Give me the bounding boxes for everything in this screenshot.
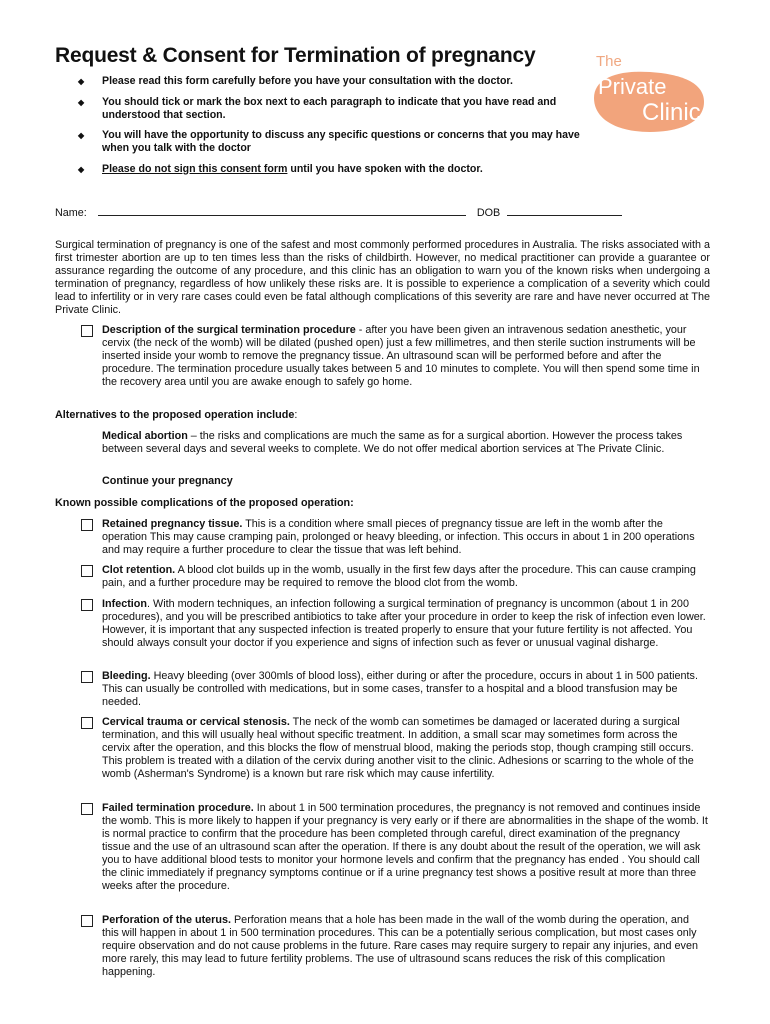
name-label: Name: xyxy=(55,207,87,219)
complication-checkbox[interactable] xyxy=(81,671,93,683)
complication-item: Failed termination procedure. In about 1 in 500 termination procedures, the pregnancy is not removed and continues inside the womb. This is more likely to happen if your pregnancy is very early or if there are abnormalities in the shape of the womb. It is normal practice to confirm that the procedure has been completed through careful, direct examination of the pregnancy tissue and the use of an ultrasound scan after the operation. If there is any doubt about the result of the operation, we will ask you to have additional blood tests to monitor your hormone levels and confirm that the pregnancy has ended . You should call the clinic immediately if pregnancy symptoms continue or if a urine pregnancy test shows a positive result at more than three weeks after the procedure. xyxy=(102,802,708,892)
complication-item: Infection. With modern techniques, an infection following a surgical termination of pregnancy is uncommon (about 1 in 200 procedures), and you will be prescribed antibiotics to take after your procedure in order to keep the risk of infection even lower. However, it is important that any suspected infection is treated properly to ensure that your future fertility is not affected. You should always consult your doctor if you experience and signs of infection such as fever or unusual vaginal disharge. xyxy=(102,598,706,649)
name-field[interactable] xyxy=(98,205,466,216)
instruction-list xyxy=(78,75,588,183)
instruction-item: ◆ Please do not sign this consent form until you have spoken with the doctor. xyxy=(78,162,483,175)
procedure-description: Description of the surgical termination procedure - after you have been given an intravenous sedation anesthetic, your cervix (the neck of the womb) will be dilated (pushed open) just a few millimetres, and then sterile suction instruments will be inserted inside your womb to remove the pregnancy tissue. An ultrasound scan will be performed before and after the procedure. The termination procedure usually takes between 5 and 10 minutes to complete. You will then spend some time in the recovery area until you are awake enough to safely go home. xyxy=(102,324,700,388)
complication-checkbox[interactable] xyxy=(81,599,93,611)
instruction-item: ◆ You should tick or mark the box next to each paragraph to indicate that you have read and understood that section. xyxy=(78,95,557,121)
complication-item: Cervical trauma or cervical stenosis. The neck of the womb can sometimes be damaged or lacerated during a surgical termination, and this will usually heal without specific treatment. In addition, a small scar may sometimes form across the cervix after the operation, and this blocks the flow of menstrual blood, making the periods stop, though cramping still occurs. This problem is treated with a dilation of the cervix during another visit to the clinic. Adhesions or scarring to the whole of the womb (Asherman's Syndrome) is a known but rare risk which may cause infertility. xyxy=(102,716,694,780)
complication-checkbox[interactable] xyxy=(81,803,93,815)
medical-abortion-text: Medical abortion – the risks and complications are much the same as for a surgical abortion. However the process takes between several days and several weeks to complete. We do not offer medical abortion services at The Private Clinic. xyxy=(102,430,683,455)
instruction-item: ◆ Please read this form carefully before you have your consultation with the doctor. xyxy=(78,75,513,87)
bullet-icon: ◆ xyxy=(78,164,85,174)
patient-details-row xyxy=(55,205,655,219)
complications-heading: Known possible complications of the proposed operation: xyxy=(55,497,354,509)
logo-text-clinic: Clinic xyxy=(642,99,701,126)
page-title: Request & Consent for Termination of pregnancy xyxy=(55,44,536,67)
complication-item: Bleeding. Heavy bleeding (over 300mls of blood loss), either during or after the procedure, occurs in about 1 in 500 patients. This can usually be controlled with medications, but in some cases, transfer to a hospital and a blood transfusion may be needed. xyxy=(102,670,698,708)
complication-item: Retained pregnancy tissue. This is a condition where small pieces of pregnancy tissue are left in the womb after the operation This may cause cramping pain, prolonged or heavy bleeding, or infection. This occurs in about 1 in 200 operations and may require a further procedure to clear the tissue that was left behind. xyxy=(102,518,695,556)
complication-item: Clot retention. A blood clot builds up in the womb, usually in the first few days after the procedure. This can cause cramping pain, and a further procedure may be required to remove the blood clot from the womb. xyxy=(102,564,696,589)
dob-field[interactable] xyxy=(507,205,622,216)
logo-text-private: Private xyxy=(598,74,667,99)
continue-pregnancy-option: Continue your pregnancy xyxy=(102,475,233,487)
complication-checkbox[interactable] xyxy=(81,717,93,729)
alternatives-heading: Alternatives to the proposed operation include: xyxy=(55,409,298,421)
clinic-logo xyxy=(588,42,716,140)
instruction-item: ◆ You will have the opportunity to discuss any specific questions or concerns that you may have when you talk with the doctor xyxy=(78,129,580,154)
complication-item: Perforation of the uterus. Perforation means that a hole has been made in the wall of the womb during the operation, and this will happen in about 1 in 500 termination procedures. This can be a potentially serious complication, but most cases only require observation and do not cause problems in the future. Rare cases may require surgery to repair any injuries, and even more rarely, this may lead to future fertility problems. The use of ultrasound scans reduces the risk of this complication happening. xyxy=(102,914,698,978)
bullet-icon: ◆ xyxy=(78,97,85,107)
complication-checkbox[interactable] xyxy=(81,915,93,927)
complication-checkbox[interactable] xyxy=(81,519,93,531)
intro-paragraph: Surgical termination of pregnancy is one of the safest and most commonly performed procedures in Australia. The risks associated with a first trimester abortion are up to ten times less than the risks of childbirth. However, no medical practitioner can provide a guarantee or assurance regarding the outcome of any procedure, and this clinic has an obligation to warn you of the known risks when undergoing a termination of pregnancy, regardless of how unlikely these risks are. It is possible to experience a complication of a severity which could lead to infertility or in very rare cases could even be fatal although complications of this severity are rare and have never occurred at The Private Clinic. xyxy=(55,239,710,316)
logo-text-the: The xyxy=(596,53,622,70)
bullet-icon: ◆ xyxy=(78,77,85,86)
dob-label: DOB xyxy=(476,207,501,219)
bullet-icon: ◆ xyxy=(78,131,85,140)
complication-checkbox[interactable] xyxy=(81,565,93,577)
description-checkbox[interactable] xyxy=(81,325,93,337)
